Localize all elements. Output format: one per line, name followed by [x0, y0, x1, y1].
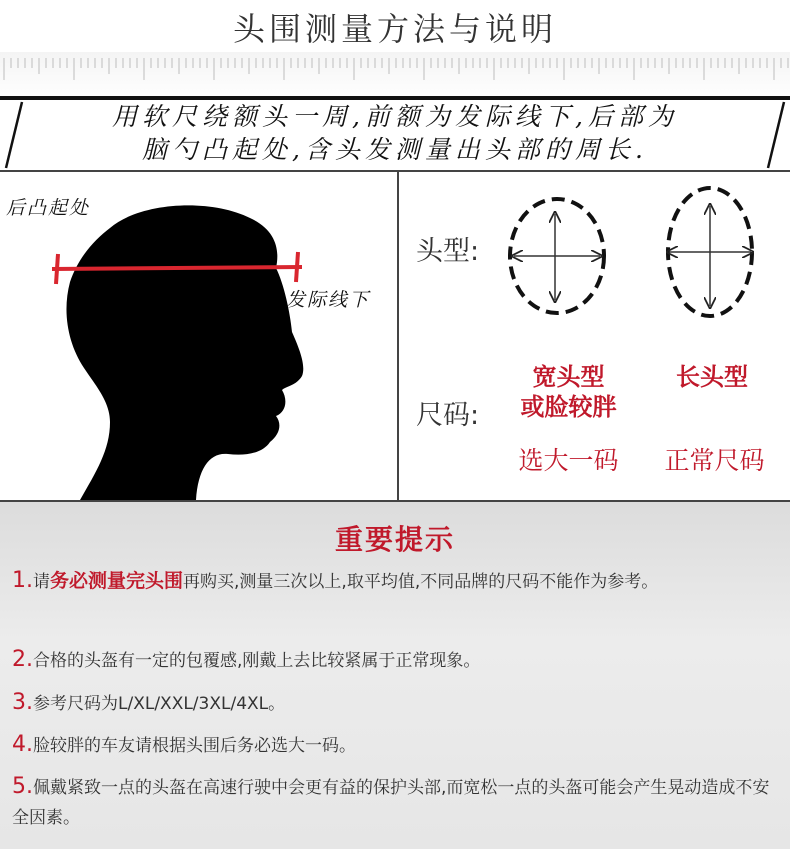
instruction-line-2: 脑勺凸起处,含头发测量出头部的周长.	[142, 135, 648, 164]
tip-emphasis: 务必测量完头围	[50, 570, 184, 592]
instruction-banner	[14, 100, 776, 170]
page-title: 头围测量方法与说明	[232, 10, 557, 48]
tip-item-1	[12, 566, 780, 597]
hairline-label: 发际线下	[286, 289, 371, 311]
long-head-type-line-1: 长头型	[676, 363, 748, 391]
section-divider-vertical	[397, 170, 399, 501]
tip-text-pre: 请	[33, 572, 50, 592]
wide-head-type	[506, 362, 631, 422]
tip-item-3	[12, 688, 780, 719]
measuring-tape-end-left	[56, 254, 58, 284]
instruction-line-1: 用软尺绕额头一周,前额为发际线下,后部为	[112, 102, 678, 131]
back-bump-label: 后凸起处	[6, 197, 91, 219]
tip-number: 3.	[12, 690, 33, 715]
tip-text: 合格的头盔有一定的包覆感,刚戴上去比较紧属于正常现象。	[33, 651, 481, 671]
long-head-oval-icon	[655, 184, 765, 320]
measuring-tape-end-right	[296, 252, 298, 282]
tip-text: 佩戴紧致一点的头盔在高速行驶中会更有益的保护头部,而宽松一点的头盔可能会产生晃动造成不安全因素。	[12, 778, 770, 828]
tip-item-5	[12, 772, 780, 833]
tip-text: 参考尺码为L/XL/XXL/3XL/4XL。	[33, 694, 286, 714]
wide-head-type-line-1: 宽头型	[532, 363, 605, 391]
tip-number: 1.	[12, 568, 33, 593]
head-type-label: 头型:	[416, 236, 480, 267]
tip-text: 脸较胖的车友请根据头围后务必选大一码。	[33, 736, 356, 756]
long-head-advice: 正常尺码	[664, 446, 765, 475]
wide-head-advice: 选大一码	[518, 446, 619, 475]
tips-title: 重要提示	[334, 523, 455, 556]
tip-number: 4.	[12, 732, 33, 757]
tip-text-post: 再购买,测量三次以上,取平均值,不同品牌的尺码不能作为参考。	[183, 572, 659, 592]
wide-head-oval-icon	[502, 188, 612, 324]
important-tips-section	[0, 502, 790, 849]
head-silhouette-diagram	[0, 172, 396, 500]
wide-head-type-line-2: 或脸较胖	[520, 393, 617, 421]
measuring-tape-line	[52, 267, 302, 269]
tip-number: 2.	[12, 647, 33, 672]
tip-item-2	[12, 645, 780, 676]
size-label: 尺码:	[416, 400, 480, 431]
tip-number: 5.	[12, 774, 33, 799]
long-head-type	[652, 362, 772, 392]
tip-item-4	[12, 730, 780, 761]
ruler-decoration	[0, 52, 790, 100]
head-silhouette	[66, 205, 303, 500]
